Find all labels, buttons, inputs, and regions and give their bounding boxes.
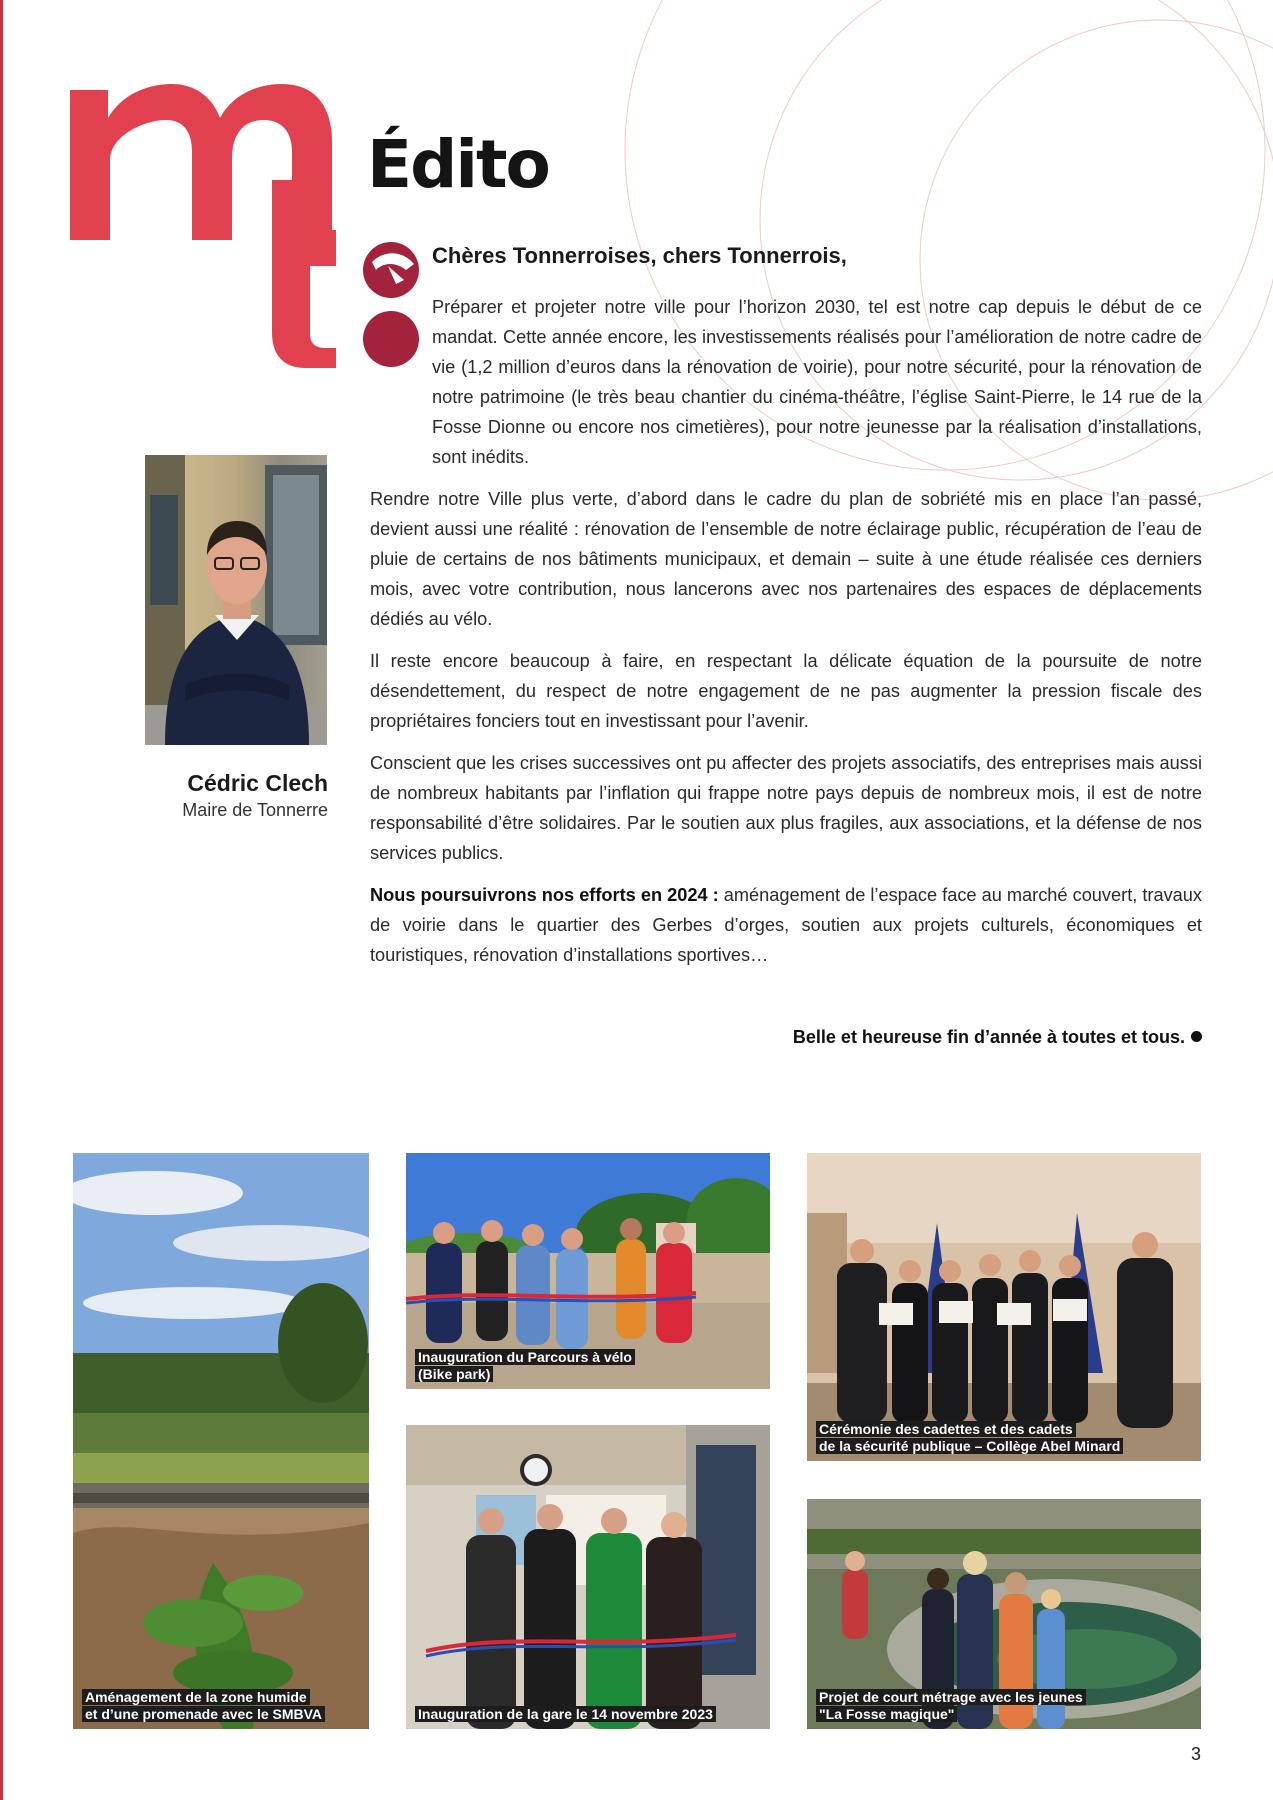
photo-bike-park bbox=[406, 1153, 770, 1389]
mt-logo bbox=[70, 80, 350, 380]
photo-fosse-magique-caption-line2: "La Fosse magique" bbox=[816, 1706, 957, 1722]
photo-ceremony bbox=[807, 1153, 1201, 1461]
photo-wetland-caption-line2: et d’une promenade avec le SMBVA bbox=[82, 1706, 325, 1722]
photo-ceremony-caption-line1: Cérémonie des cadettes et des cadets bbox=[816, 1421, 1076, 1437]
paragraph-solidarity: Conscient que les crises successives ont pu affecter des projets associatifs, des entreprises mais aussi de nombreux habitants par l’inflation qui frappe notre pays depuis de nombreux mois, il est de notre responsabilité d’être solidaires. Par le soutien aux plus fragiles, aux associations, et la défense de nos services publics. bbox=[370, 753, 1202, 863]
photo-wetland-caption bbox=[82, 1689, 325, 1723]
closing-line bbox=[793, 1027, 1202, 1048]
photo-ceremony-caption-line2: de la sécurité publique – Collège Abel Minard bbox=[816, 1438, 1123, 1454]
photo-station bbox=[406, 1425, 770, 1729]
signer-name: Cédric Clech bbox=[187, 770, 328, 796]
photo-station-caption bbox=[415, 1706, 716, 1723]
photo-bike-park-caption bbox=[415, 1349, 635, 1383]
signer-role: Maire de Tonnerre bbox=[182, 800, 328, 820]
photo-station-caption-line1: Inauguration de la gare le 14 novembre 2023 bbox=[415, 1706, 716, 1722]
photo-fosse-magique bbox=[807, 1499, 1201, 1729]
photo-fosse-magique-caption-line1: Projet de court métrage avec les jeunes bbox=[816, 1689, 1086, 1705]
photo-wetland-caption-line1: Aménagement de la zone humide bbox=[82, 1689, 310, 1705]
photo-ceremony-caption bbox=[816, 1421, 1123, 1455]
paragraph-2024 bbox=[370, 880, 1202, 970]
greeting: Chères Tonnerroises, chers Tonnerrois, bbox=[432, 243, 847, 268]
end-dot-icon bbox=[1191, 1031, 1202, 1042]
page-edge-line bbox=[0, 0, 3, 1800]
closing-text: Belle et heureuse fin d’année à toutes et tous. bbox=[792, 1027, 1185, 1047]
paragraph-2024-lead: Nous poursuivrons nos efforts en 2024 : bbox=[370, 885, 719, 905]
photo-bike-park-caption-line1: Inauguration du Parcours à vélo bbox=[415, 1349, 635, 1365]
paragraph-2024-rest: aménagement de l’espace face au marché couvert, travaux de voirie dans le quartier des Gerbes d’orges, soutien aux projets culturels, économiques et touristiques, rénovation d’installations sportives… bbox=[370, 885, 1202, 965]
paragraph-intro: Préparer et projeter notre ville pour l’horizon 2030, tel est notre cap depuis le début de ce mandat. Cette année encore, les investissements réalisés pour l’amélioration de notre cadre de vie (1,2 million d’euros dans la rénovation de voirie), pour notre sécurité, pour la rénovation de notre patrimoine (le très beau chantier du cinéma-théâtre, l’église Saint-Pierre, le 14 rue de la Fosse Dionne ou encore nos cimetières), pour notre jeunesse par la réalisation d’installations, sont inédits. bbox=[432, 297, 1202, 467]
paragraph-debt: Il reste encore beaucoup à faire, en respectant la délicate équation de la poursuite de notre désendettement, du respect de notre engagement de ne pas augmenter la pression fiscale des propriétaires fonciers tout en investissant pour l’avenir. bbox=[370, 651, 1202, 731]
photo-bike-park-caption-line2: (Bike park) bbox=[415, 1366, 493, 1382]
mayor-portrait bbox=[145, 455, 327, 745]
photo-wetland bbox=[73, 1153, 369, 1729]
paragraph-green-city: Rendre notre Ville plus verte, d’abord dans le cadre du plan de sobriété mis en place l’an passé, devient aussi une réalité : rénovation de l’ensemble de notre éclairage public, récupération de l’eau de pluie de certains de nos bâtiments municipaux, et demain – suite à une étude réalisée ces derniers mois, avec votre contribution, nous lancerons avec nos partenaires des espaces de déplacements dédiés au vélo. bbox=[370, 489, 1202, 629]
page-number: 3 bbox=[1191, 1744, 1202, 1764]
photo-fosse-magique-caption bbox=[816, 1689, 1086, 1723]
edito-body bbox=[370, 484, 1202, 982]
page-title: Édito bbox=[367, 126, 549, 203]
